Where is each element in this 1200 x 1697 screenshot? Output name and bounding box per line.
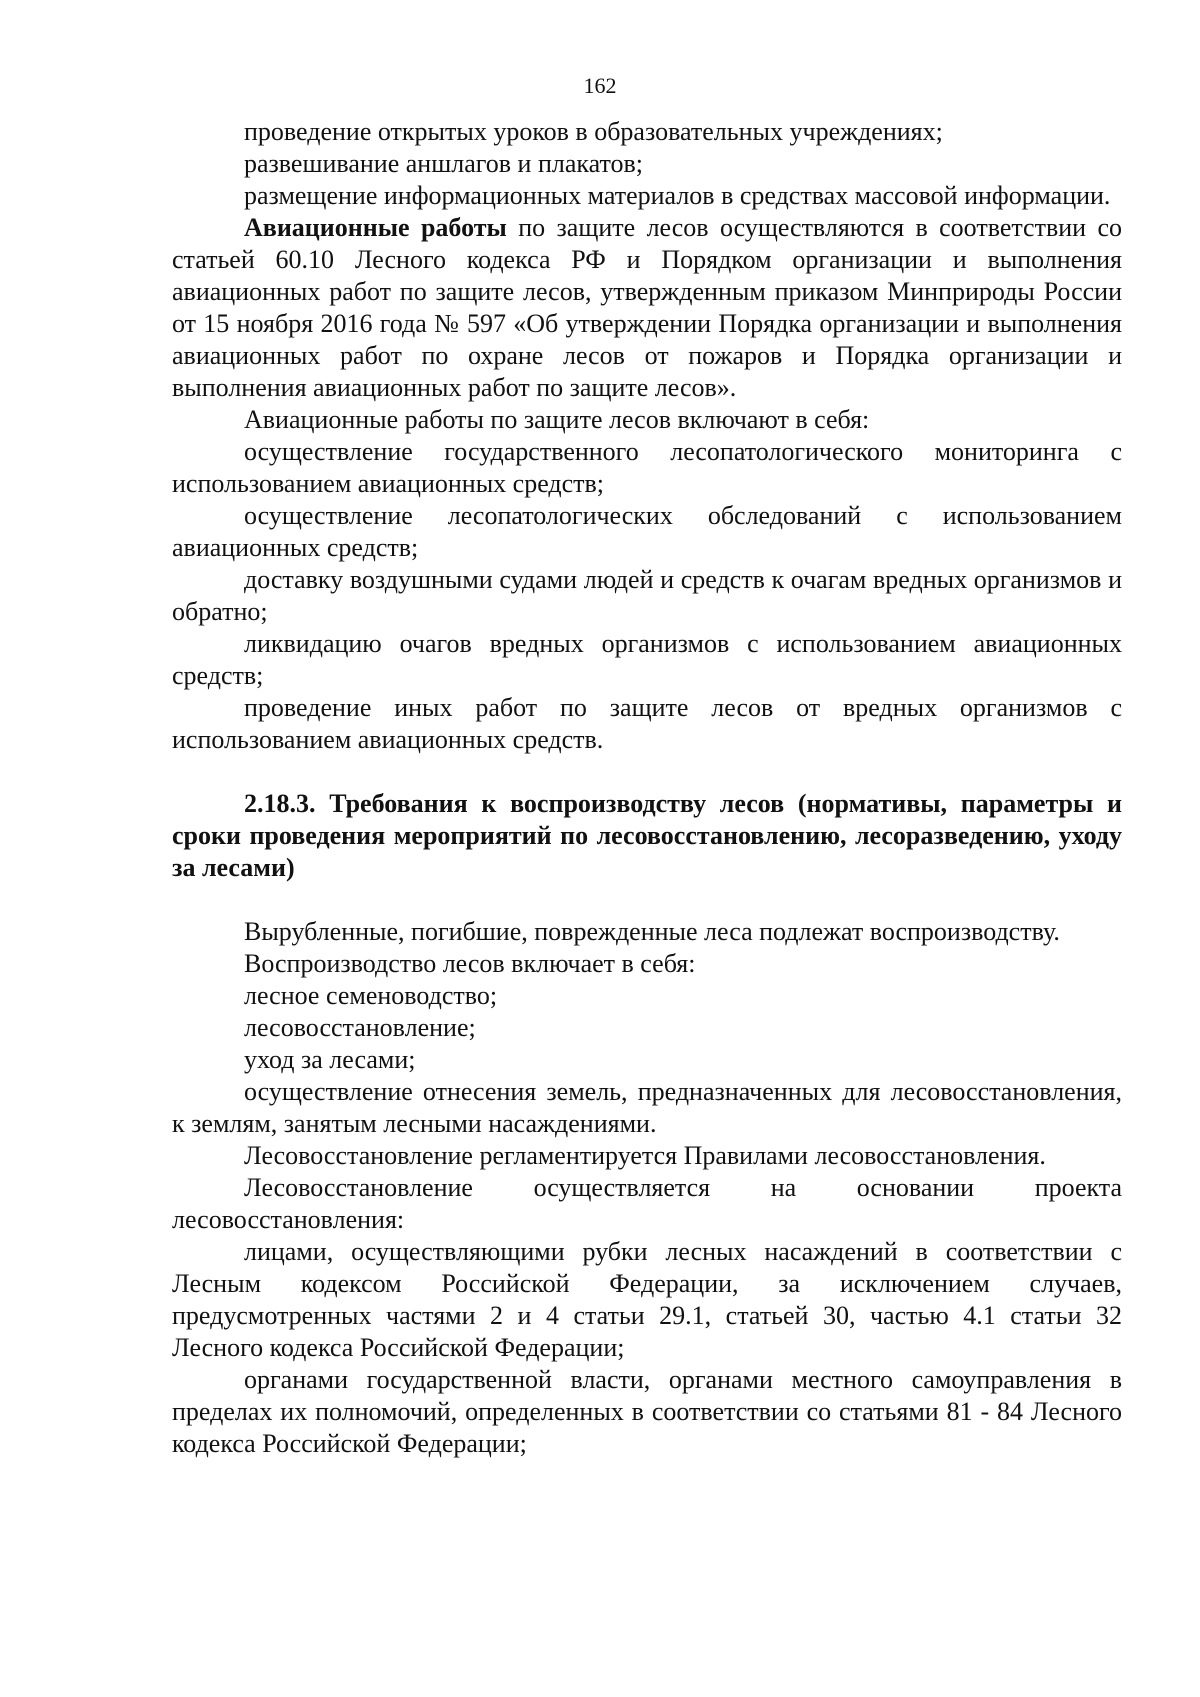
aviation-bold-lead: Авиационные работы (244, 213, 507, 242)
paragraph: развешивание аншлагов и плакатов; (244, 149, 644, 178)
body-text (172, 116, 1122, 1460)
paragraph: ликвидацию очагов вредных организмов с использованием авиационных средств; (172, 629, 1122, 690)
paragraph: осуществление государственного лесопатологического мониторинга с использованием авиационных средств; (172, 437, 1122, 498)
paragraph: размещение информационных материалов в средствах массовой информации. (244, 181, 1111, 210)
paragraph: лесное семеноводство; (244, 981, 498, 1010)
aviation-paragraph (172, 212, 1122, 404)
paragraph: проведение иных работ по защите лесов от вредных организмов с использованием авиационных средств. (172, 693, 1122, 754)
paragraph: Воспроизводство лесов включает в себя: (244, 949, 696, 978)
page-number: 162 (583, 73, 617, 98)
paragraph: уход за лесами; (244, 1045, 416, 1074)
paragraph: Лесовосстановление регламентируется Правилами лесовосстановления. (244, 1141, 1046, 1170)
paragraph: органами государственной власти, органами местного самоуправления в пределах их полномочий, определенных в соответствии со статьями 81 - 84 Лесного кодекса Российской Федерации; (172, 1365, 1122, 1458)
paragraph: Вырубленные, погибшие, поврежденные леса подлежат воспроизводству. (244, 917, 1060, 946)
paragraph: осуществление отнесения земель, предназначенных для лесовосстановления, к землям, занятым лесными насаждениями. (172, 1077, 1122, 1138)
paragraph: проведение открытых уроков в образовательных учреждениях; (244, 117, 943, 146)
paragraph: доставку воздушными судами людей и средств к очагам вредных организмов и обратно; (172, 565, 1122, 626)
paragraph: осуществление лесопатологических обследований с использованием авиационных средств; (172, 501, 1122, 562)
paragraph: лицами, осуществляющими рубки лесных насаждений в соответствии с Лесным кодексом Российской Федерации, за исключением случаев, предусмотренных частями 2 и 4 статьи 29.1, статьей 30, частью 4.1 статьи 32 Лесного кодекса Российской Федерации; (172, 1237, 1122, 1362)
section-heading: 2.18.3. Требования к воспроизводству лесов (нормативы, параметры и сроки проведения мероприятий по лесовосстановлению, лесоразведению, уходу за лесами) (172, 789, 1122, 882)
aviation-rest: по защите лесов осуществляются в соответствии со статьей 60.10 Лесного кодекса РФ и Порядком организации и выполнения авиационных работ по защите лесов, утвержденным приказом Минприроды России от 15 ноября 2016 года № 597 «Об утверждении Порядка организации и выполнения авиационных работ по охране лесов от пожаров и Порядка организации и выполнения авиационных работ по защите лесов». (172, 213, 1122, 402)
paragraph: лесовосстановление; (244, 1013, 476, 1042)
paragraph: Авиационные работы по защите лесов включают в себя: (244, 405, 870, 434)
paragraph: Лесовосстановление осуществляется на основании проекта лесовосстановления: (172, 1173, 1122, 1234)
